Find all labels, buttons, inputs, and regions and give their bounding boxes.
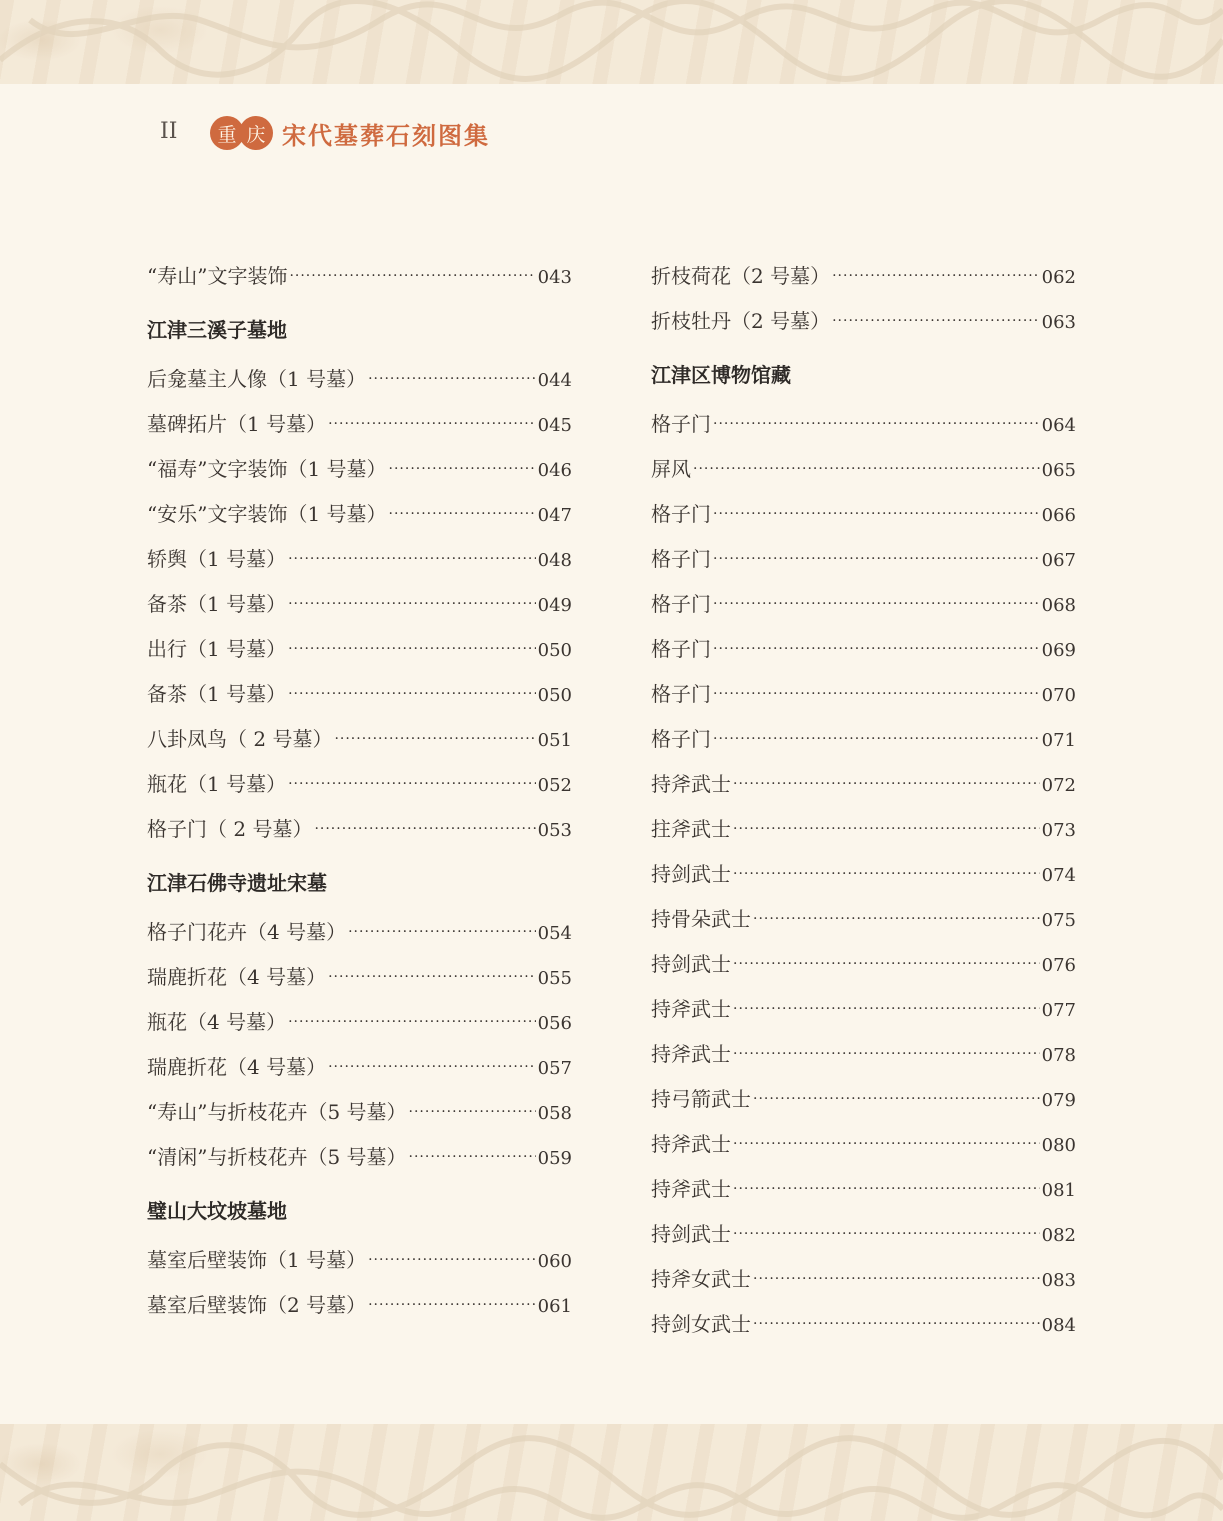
scroll-pattern-icon	[0, 0, 1223, 84]
entry-page-number: 083	[1041, 1270, 1076, 1291]
seal-char: 庆	[239, 116, 273, 150]
entry-page-number: 074	[1041, 865, 1076, 886]
dot-leader	[389, 447, 536, 492]
entry-page-number: 072	[1041, 775, 1076, 796]
dot-leader	[288, 537, 536, 582]
toc-entry[interactable]	[147, 402, 572, 447]
entry-title: “福寿”文字装饰（1 号墓）	[147, 457, 387, 481]
page-header	[160, 113, 490, 153]
dot-leader	[348, 910, 536, 955]
entry-title: 格子门	[651, 682, 711, 706]
section-heading: 江津石佛寺遗址宋墓	[147, 871, 327, 895]
entry-title: 出行（1 号墓）	[147, 637, 287, 661]
dot-leader	[328, 955, 536, 1000]
dot-leader	[733, 852, 1040, 897]
entry-title: 格子门	[651, 412, 711, 436]
entry-title: 格子门花卉（4 号墓）	[147, 920, 347, 944]
dot-leader	[289, 254, 535, 299]
entry-title: 持剑武士	[651, 1222, 731, 1246]
entry-page-number: 081	[1041, 1180, 1076, 1201]
entry-page-number: 049	[537, 595, 572, 616]
toc-entry[interactable]	[147, 955, 572, 1000]
entry-title: 瑞鹿折花（4 号墓）	[147, 1055, 327, 1079]
decorative-bottom-border	[0, 1424, 1223, 1521]
entry-title: 瓶花（4 号墓）	[147, 1010, 287, 1034]
book-title: 宋代墓葬石刻图集	[282, 120, 490, 150]
toc-entry[interactable]	[147, 537, 572, 582]
toc-entry[interactable]	[651, 492, 1076, 537]
toc-entry[interactable]	[651, 762, 1076, 807]
dot-leader	[753, 1257, 1040, 1302]
entry-title: 瑞鹿折花（4 号墓）	[147, 965, 327, 989]
toc-entry[interactable]	[147, 1090, 572, 1135]
entry-title: 瓶花（1 号墓）	[147, 772, 287, 796]
dot-leader	[753, 1077, 1040, 1122]
entry-title: 墓室后壁装饰（2 号墓）	[147, 1293, 367, 1317]
entry-title: 持斧武士	[651, 1132, 731, 1156]
entry-title: 八卦凤鸟（ 2 号墓）	[147, 727, 333, 751]
entry-page-number: 064	[1041, 415, 1076, 436]
seal-char: 重	[210, 116, 244, 150]
toc-entry[interactable]	[651, 1167, 1076, 1212]
entry-page-number: 043	[537, 267, 572, 288]
dot-leader	[733, 1122, 1040, 1167]
toc-entry[interactable]	[651, 897, 1076, 942]
entry-page-number: 056	[537, 1013, 572, 1034]
entry-title: “安乐”文字装饰（1 号墓）	[147, 502, 387, 526]
dot-leader	[288, 672, 536, 717]
toc-entry[interactable]	[147, 910, 572, 955]
scroll-pattern-icon	[0, 1424, 1223, 1521]
dot-leader	[733, 1212, 1040, 1257]
dot-leader	[733, 942, 1040, 987]
toc-entry[interactable]	[147, 357, 572, 402]
entry-page-number: 053	[537, 820, 572, 841]
entry-page-number: 054	[537, 923, 572, 944]
dot-leader	[733, 1167, 1040, 1212]
dot-leader	[733, 762, 1040, 807]
dot-leader	[334, 717, 535, 762]
entry-title: 格子门	[651, 637, 711, 661]
entry-page-number: 060	[537, 1251, 572, 1272]
entry-title: 持斧女武士	[651, 1267, 751, 1291]
entry-title: 墓碑拓片（1 号墓）	[147, 412, 327, 436]
dot-leader	[288, 582, 536, 627]
toc-entry[interactable]	[147, 762, 572, 807]
toc-entry[interactable]	[651, 299, 1076, 344]
entry-title: 格子门	[651, 547, 711, 571]
entry-title: 持斧武士	[651, 1042, 731, 1066]
dot-leader	[713, 492, 1040, 537]
dot-leader	[288, 1000, 536, 1045]
entry-title: 持剑女武士	[651, 1312, 751, 1336]
entry-title: 持斧武士	[651, 772, 731, 796]
entry-title: 备茶（1 号墓）	[147, 682, 287, 706]
entry-page-number: 082	[1041, 1225, 1076, 1246]
toc-entry[interactable]	[147, 717, 572, 762]
entry-page-number: 066	[1041, 505, 1076, 526]
toc-entry[interactable]	[651, 1122, 1076, 1167]
dot-leader	[368, 1283, 536, 1328]
toc-entry[interactable]	[651, 447, 1076, 492]
toc-entry[interactable]	[147, 1045, 572, 1090]
dot-leader	[753, 1302, 1040, 1347]
dot-leader	[409, 1090, 536, 1135]
toc-entry[interactable]	[147, 1135, 572, 1180]
toc-entry[interactable]	[147, 1283, 572, 1328]
dot-leader	[832, 254, 1040, 299]
dot-leader	[368, 357, 536, 402]
dot-leader	[713, 717, 1040, 762]
dot-leader	[832, 299, 1040, 344]
dot-leader	[733, 807, 1040, 852]
toc-entry[interactable]	[651, 1077, 1076, 1122]
entry-title: 轿舆（1 号墓）	[147, 547, 287, 571]
toc-entry[interactable]	[147, 1000, 572, 1045]
dot-leader	[733, 1032, 1040, 1077]
dot-leader	[288, 627, 536, 672]
entry-page-number: 046	[537, 460, 572, 481]
dot-leader	[753, 897, 1040, 942]
entry-page-number: 062	[1041, 267, 1076, 288]
entry-title: 折枝牡丹（2 号墓）	[651, 309, 831, 333]
entry-title: 后龛墓主人像（1 号墓）	[147, 367, 367, 391]
entry-title: 持骨朵武士	[651, 907, 751, 931]
entry-title: “清闲”与折枝花卉（5 号墓）	[147, 1145, 407, 1169]
entry-title: 屏风	[651, 457, 691, 481]
toc-entry[interactable]	[651, 852, 1076, 897]
toc-entry[interactable]	[651, 672, 1076, 717]
dot-leader	[314, 807, 535, 852]
entry-page-number: 063	[1041, 312, 1076, 333]
toc-entry[interactable]	[147, 807, 572, 852]
toc-entry[interactable]	[651, 1032, 1076, 1077]
entry-page-number: 076	[1041, 955, 1076, 976]
entry-title: 格子门	[651, 727, 711, 751]
entry-page-number: 078	[1041, 1045, 1076, 1066]
entry-title: 格子门（ 2 号墓）	[147, 817, 313, 841]
toc-entry[interactable]	[651, 807, 1076, 852]
entry-title: 格子门	[651, 502, 711, 526]
entry-title: 持剑武士	[651, 862, 731, 886]
entry-title: 持弓箭武士	[651, 1087, 751, 1111]
entry-page-number: 059	[537, 1148, 572, 1169]
toc-entry[interactable]	[147, 672, 572, 717]
decorative-top-border	[0, 0, 1223, 84]
toc-entry[interactable]	[147, 627, 572, 672]
entry-page-number: 068	[1041, 595, 1076, 616]
entry-page-number: 061	[537, 1296, 572, 1317]
entry-page-number: 055	[537, 968, 572, 989]
dot-leader	[328, 402, 536, 447]
dot-leader	[713, 582, 1040, 627]
dot-leader	[693, 447, 1040, 492]
toc-entry[interactable]	[147, 582, 572, 627]
entry-page-number: 058	[537, 1103, 572, 1124]
entry-title: 折枝荷花（2 号墓）	[651, 264, 831, 288]
toc-entry[interactable]	[651, 537, 1076, 582]
toc-entry[interactable]	[651, 402, 1076, 447]
dot-leader	[368, 1238, 536, 1283]
entry-page-number: 084	[1041, 1315, 1076, 1336]
entry-page-number: 065	[1041, 460, 1076, 481]
section-heading: 璧山大坟坡墓地	[147, 1199, 287, 1223]
toc-entry[interactable]	[651, 942, 1076, 987]
toc-entry[interactable]	[651, 987, 1076, 1032]
dot-leader	[713, 537, 1040, 582]
entry-title: 持剑武士	[651, 952, 731, 976]
entry-page-number: 044	[537, 370, 572, 391]
entry-page-number: 077	[1041, 1000, 1076, 1021]
toc-entry[interactable]	[651, 582, 1076, 627]
toc-entry[interactable]	[147, 254, 572, 299]
entry-page-number: 052	[537, 775, 572, 796]
toc-entry[interactable]	[651, 717, 1076, 762]
dot-leader	[288, 762, 536, 807]
entry-title: 持斧武士	[651, 1177, 731, 1201]
toc-entry[interactable]	[147, 447, 572, 492]
page-number: II	[160, 118, 178, 144]
dot-leader	[713, 672, 1040, 717]
toc-entry[interactable]	[651, 627, 1076, 672]
section-heading: 江津三溪子墓地	[147, 318, 287, 342]
toc-entry[interactable]	[651, 254, 1076, 299]
entry-title: 墓室后壁装饰（1 号墓）	[147, 1248, 367, 1272]
dot-leader	[733, 987, 1040, 1032]
toc-column-right	[651, 254, 1076, 1347]
entry-page-number: 080	[1041, 1135, 1076, 1156]
dot-leader	[713, 402, 1040, 447]
entry-page-number: 070	[1041, 685, 1076, 706]
toc-column-left	[147, 254, 572, 1328]
entry-page-number: 050	[537, 640, 572, 661]
entry-title: 持斧武士	[651, 997, 731, 1021]
toc-entry[interactable]	[147, 1238, 572, 1283]
toc-entry[interactable]	[651, 1212, 1076, 1257]
entry-page-number: 079	[1041, 1090, 1076, 1111]
entry-page-number: 071	[1041, 730, 1076, 751]
entry-page-number: 045	[537, 415, 572, 436]
dot-leader	[409, 1135, 536, 1180]
entry-page-number: 057	[537, 1058, 572, 1079]
entry-title: 拄斧武士	[651, 817, 731, 841]
dot-leader	[328, 1045, 536, 1090]
entry-page-number: 050	[537, 685, 572, 706]
entry-title: 格子门	[651, 592, 711, 616]
entry-page-number: 051	[537, 730, 572, 751]
toc-entry[interactable]	[651, 1302, 1076, 1347]
dot-leader	[389, 492, 536, 537]
entry-page-number: 073	[1041, 820, 1076, 841]
toc-entry[interactable]	[651, 1257, 1076, 1302]
section-heading: 江津区博物馆藏	[651, 363, 791, 387]
entry-title: “寿山”与折枝花卉（5 号墓）	[147, 1100, 407, 1124]
entry-page-number: 048	[537, 550, 572, 571]
toc-entry[interactable]	[147, 492, 572, 537]
dot-leader	[713, 627, 1040, 672]
entry-title: “寿山”文字装饰	[147, 264, 288, 288]
entry-page-number: 047	[537, 505, 572, 526]
entry-page-number: 067	[1041, 550, 1076, 571]
entry-title: 备茶（1 号墓）	[147, 592, 287, 616]
entry-page-number: 069	[1041, 640, 1076, 661]
entry-page-number: 075	[1041, 910, 1076, 931]
